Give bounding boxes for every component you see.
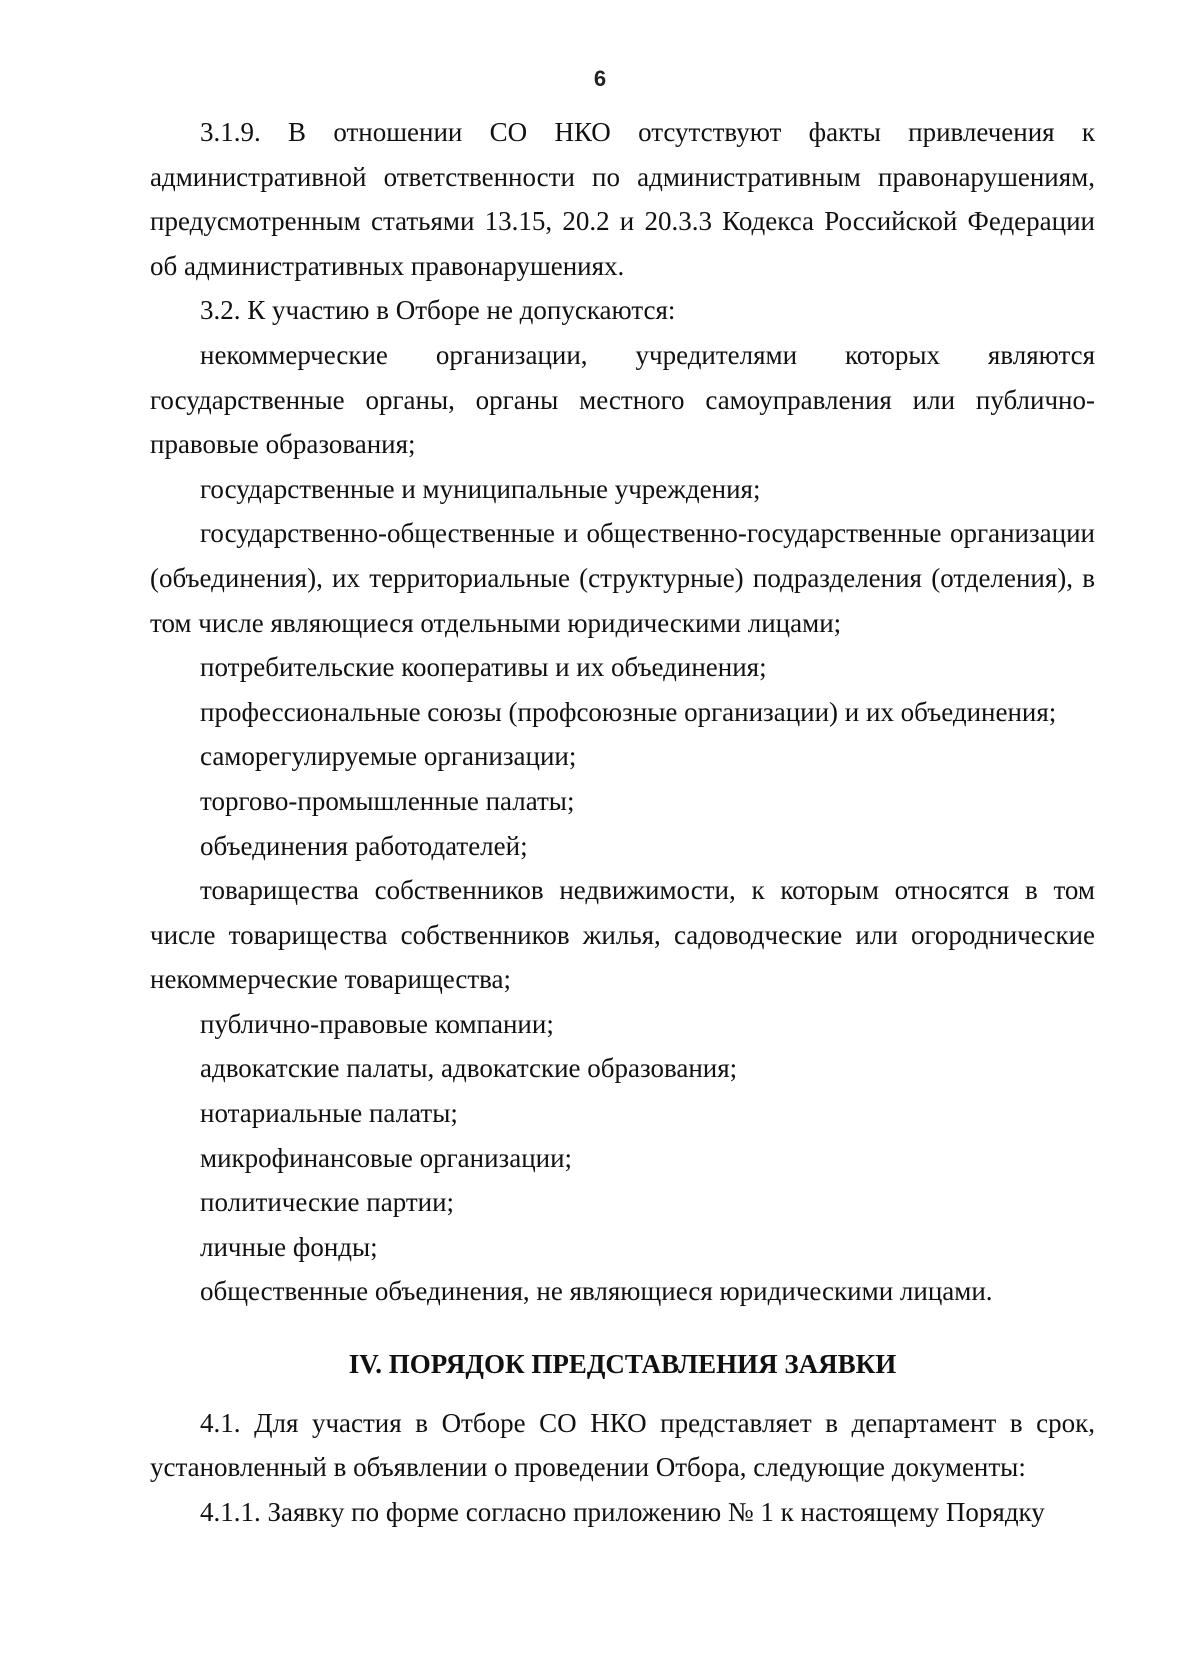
list-item-public-law-companies: публично-правовые компании;: [200, 1008, 554, 1039]
list-item-unregistered-associations: общественные объединения, не являющиеся юридическими лицами.: [200, 1276, 993, 1307]
paragraph-3-2: 3.2. К участию в Отборе не допускаются:: [200, 295, 676, 326]
list-item-state-institutions: государственные и муниципальные учреждения;: [200, 473, 761, 504]
list-item-property-owners: товарищества собственников недвижимости, к которым относятся в том числе товарищества собственников жилья, садоводческие или огороднические некоммерческие товарищества;: [150, 875, 1095, 995]
list-item-employer-associations: объединения работодателей;: [200, 830, 528, 861]
document-body: [150, 110, 1095, 1534]
list-item-chambers-commerce: торгово-промышленные палаты;: [200, 785, 575, 816]
section-heading: IV. ПОРЯДОК ПРЕДСТАВЛЕНИЯ ЗАЯВКИ: [348, 1349, 897, 1380]
list-item-notary-chambers: нотариальные палаты;: [200, 1098, 458, 1129]
paragraph-4-1: 4.1. Для участия в Отборе СО НКО представляет в департамент в срок, установленный в объявлении о проведении Отбора, следующие документы:: [150, 1407, 1095, 1483]
paragraph-4-1-1: 4.1.1. Заявку по форме согласно приложению № 1 к настоящему Порядку: [200, 1496, 1045, 1527]
list-item-consumer-coops: потребительские кооперативы и их объединения;: [200, 652, 767, 683]
list-item-political-parties: политические партии;: [200, 1187, 455, 1218]
list-item-state-public-orgs: государственно-общественные и общественно-государственные организации (объединения), их территориальные (структурные) подразделения (отделения), в том числе являющиеся отдельными юридическими лицами;: [150, 518, 1095, 638]
paragraph-3-1-9: 3.1.9. В отношении СО НКО отсутствуют факты привлечения к административной ответственности по административным правонарушениям, предусмотренным статьями 13.15, 20.2 и 20.3.3 Кодекса Российской Федерации об административных правонарушениях.: [150, 117, 1095, 281]
page-number: 6: [593, 66, 607, 91]
list-item-nko-gov-founders: некоммерческие организации, учредителями которых являются государственные органы, органы местного самоуправления или публично-правовые образования;: [150, 339, 1095, 460]
list-item-trade-unions: профессиональные союзы (профсоюзные организации) и их объединения;: [200, 696, 1057, 727]
list-item-bar-chambers: адвокатские палаты, адвокатские образования;: [200, 1053, 738, 1084]
list-item-sro: саморегулируемые организации;: [200, 741, 577, 772]
list-item-personal-funds: личные фонды;: [200, 1231, 378, 1262]
list-item-microfinance: микрофинансовые организации;: [200, 1142, 573, 1173]
